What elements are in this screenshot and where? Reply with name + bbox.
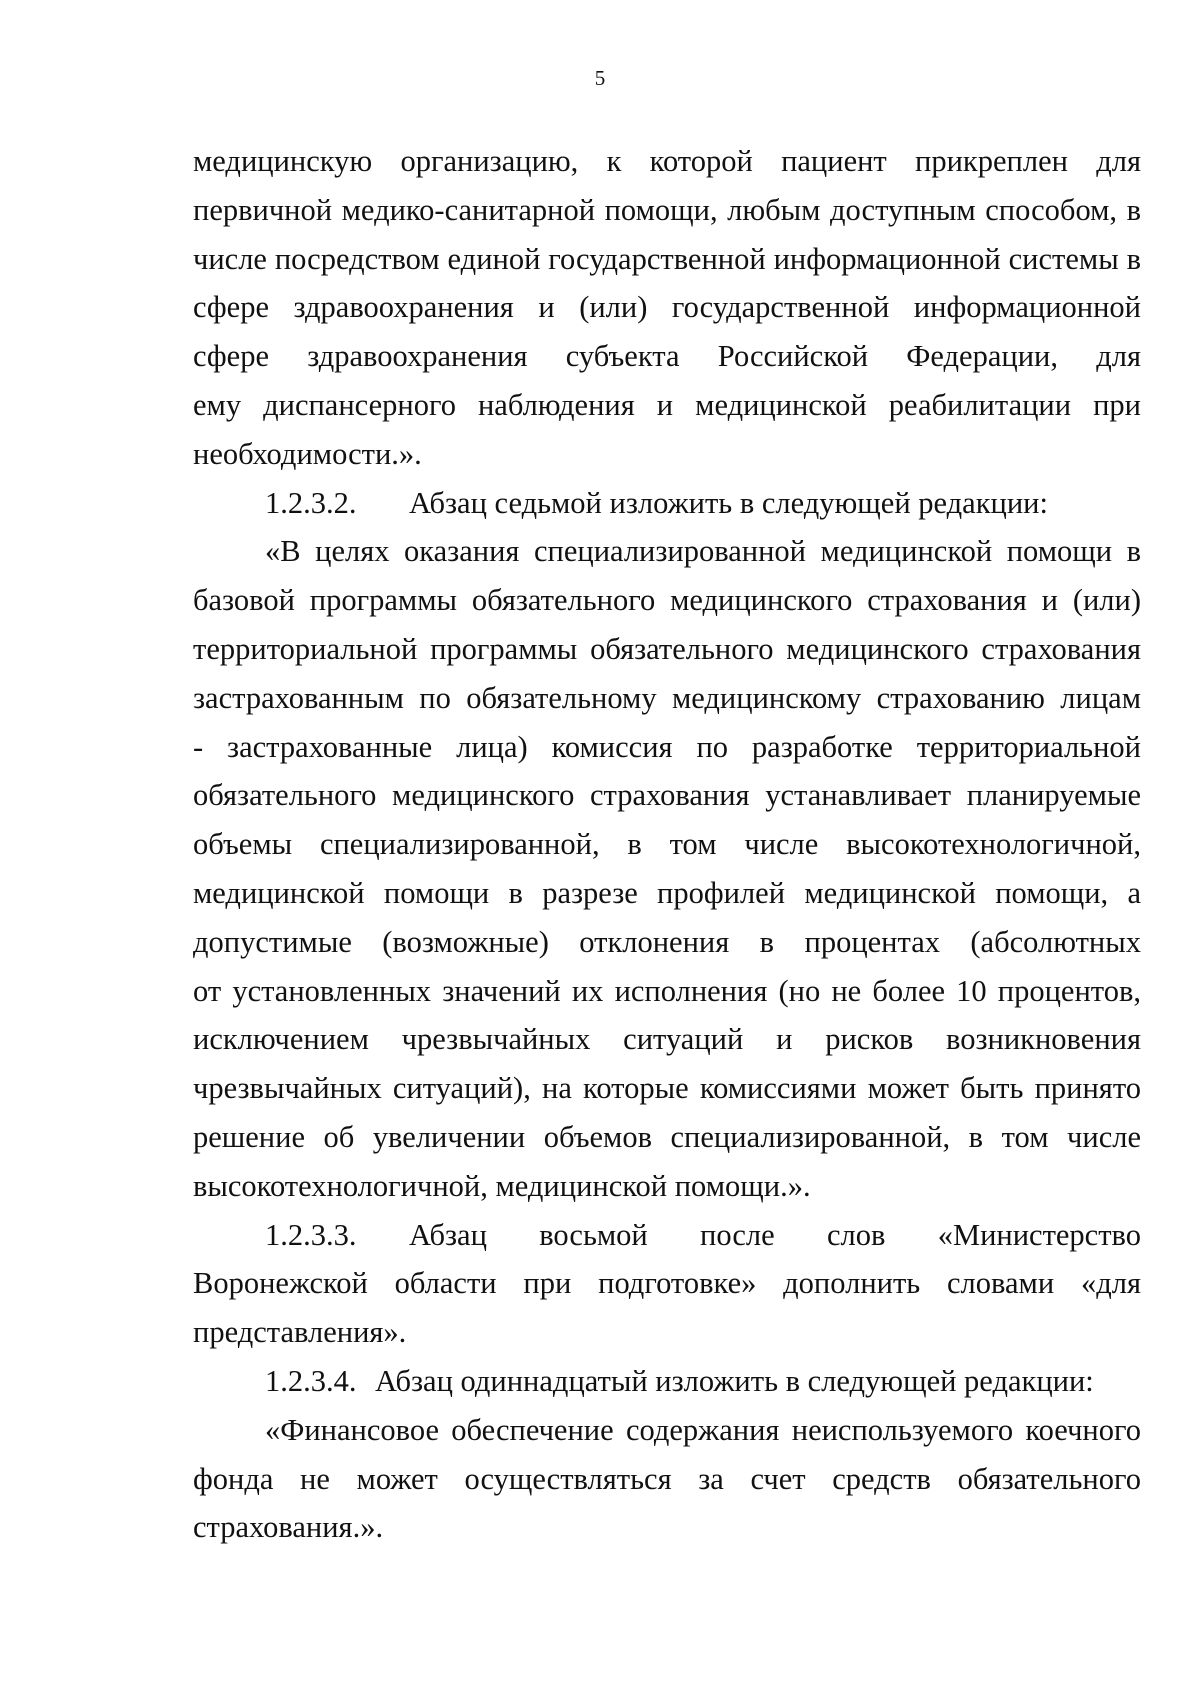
- clause-number: 1.2.3.3.: [265, 1217, 357, 1252]
- text-line: фонда не может осуществляться за счет средств обязательного: [193, 1461, 1141, 1496]
- text-line: базовой программы обязательного медицинского страхования и (или): [193, 583, 1141, 618]
- text-line: Абзац восьмой после слов «Министерство: [409, 1217, 1141, 1252]
- page-number: 5: [594, 66, 606, 90]
- text-line: Абзац одиннадцатый изложить в следующей редакции:: [375, 1363, 1094, 1398]
- clause-number: 1.2.3.2.: [265, 485, 357, 520]
- text-line: ему диспансерного наблюдения и медицинской реабилитации при: [193, 387, 1141, 422]
- text-line: первичной медико-санитарной помощи, любым доступным способом, в: [193, 192, 1141, 227]
- text-line: допустимые (возможные) отклонения в процентах (абсолютных: [193, 924, 1141, 959]
- text-line: Абзац седьмой изложить в следующей редакции:: [409, 485, 1048, 520]
- text-line: - застрахованные лица) комиссия по разработке территориальной: [193, 729, 1141, 764]
- text-line: сфере здравоохранения субъекта Российской Федерации, для: [193, 339, 1141, 374]
- text-line: исключением чрезвычайных ситуаций и рисков возникновения: [193, 1022, 1141, 1057]
- text-line: чрезвычайных ситуаций), на которые комиссиями может быть принято: [193, 1071, 1141, 1106]
- document-body: [193, 137, 1141, 1552]
- text-line: необходимости.».: [193, 436, 422, 471]
- text-line: обязательного медицинского страхования устанавливает планируемые: [193, 778, 1141, 813]
- text-line: высокотехнологичной, медицинской помощи.».: [193, 1168, 811, 1203]
- text-line: представления».: [193, 1315, 407, 1350]
- text-line: медицинской помощи в разрезе профилей медицинской помощи, а: [193, 875, 1141, 910]
- text-line: медицинскую организацию, к которой пациент прикреплен для: [193, 144, 1141, 178]
- text-line: Воронежской области при подготовке» дополнить словами «для: [193, 1266, 1141, 1301]
- text-line: «Финансовое обеспечение содержания неиспользуемого коечного: [265, 1412, 1141, 1447]
- clause-number: 1.2.3.4.: [265, 1363, 357, 1398]
- text-line: объемы специализированной, в том числе высокотехнологичной,: [193, 827, 1141, 862]
- text-line: территориальной программы обязательного медицинского страхования: [193, 631, 1141, 666]
- numbered-paragraph: [193, 1357, 1141, 1406]
- text-line: от установленных значений их исполнения (но не более 10 процентов,: [193, 973, 1141, 1008]
- text-line: страхования.».: [193, 1510, 384, 1545]
- text-line: решение об увеличении объемов специализированной, в том числе: [193, 1119, 1141, 1154]
- text-line: числе посредством единой государственной информационной системы в: [193, 241, 1141, 276]
- numbered-paragraph: [193, 1211, 1141, 1260]
- text-line: сфере здравоохранения и (или) государственной информационной: [193, 290, 1141, 325]
- text-line: застрахованным по обязательному медицинскому страхованию лицам: [193, 680, 1141, 715]
- numbered-paragraph: [193, 479, 1141, 528]
- text-line: «В целях оказания специализированной медицинской помощи в: [265, 534, 1141, 569]
